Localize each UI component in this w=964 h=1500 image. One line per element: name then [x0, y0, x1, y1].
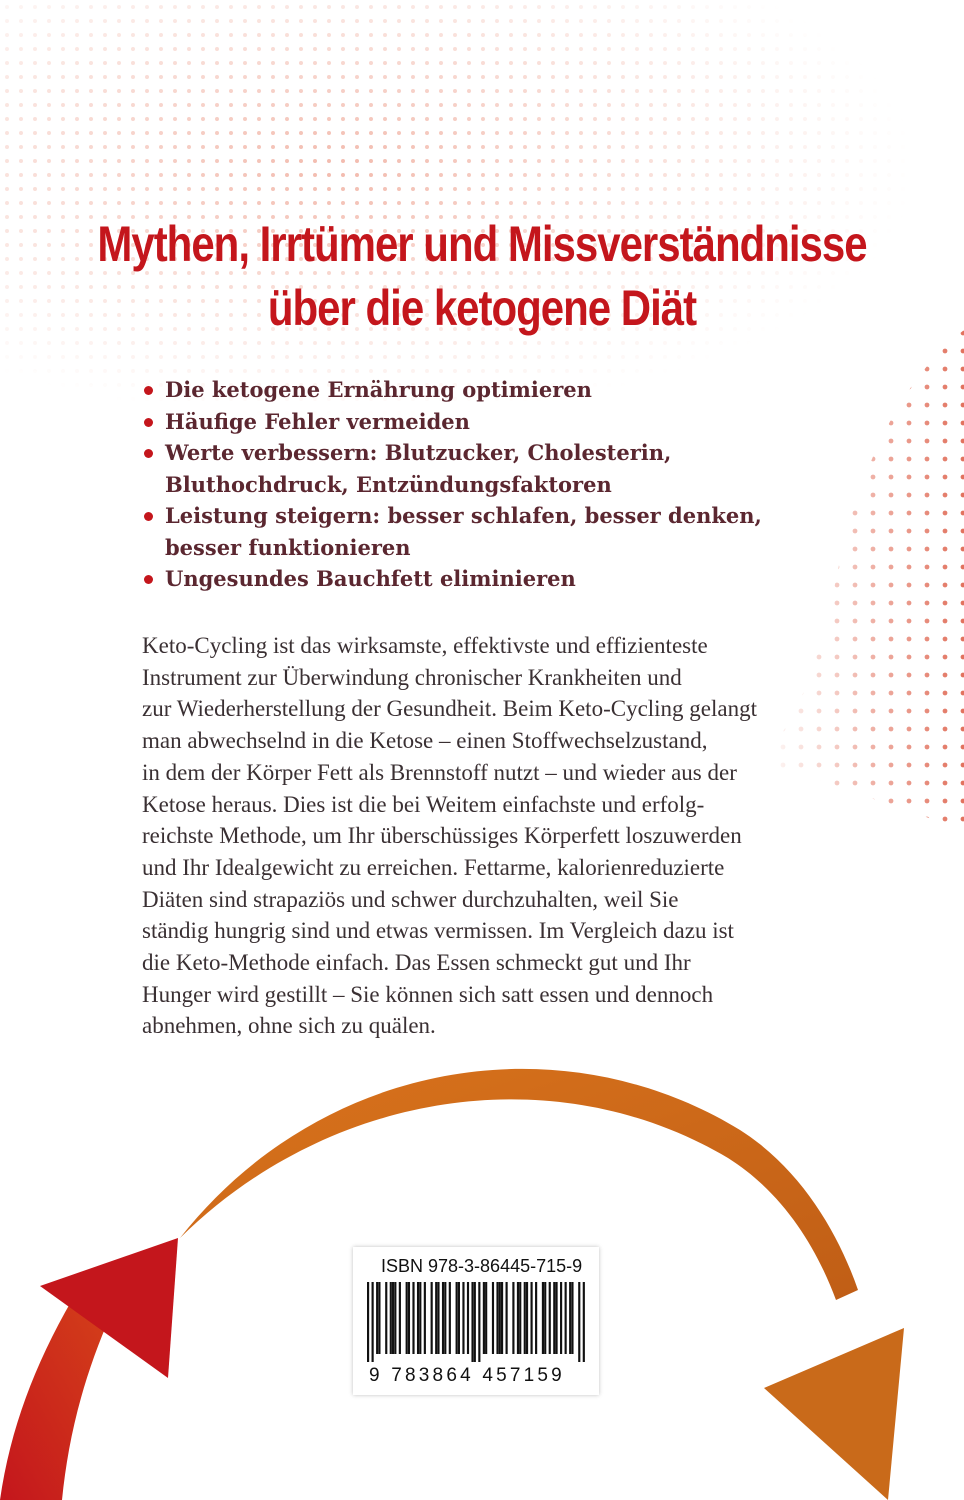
bullet-dot-icon — [144, 449, 153, 458]
bullet-dot-icon — [144, 386, 153, 395]
paragraph-line: reichste Methode, um Ihr überschüssiges Körperfett loszuwerden — [142, 823, 742, 849]
bullet-text: Bluthochdruck, Entzündungsfaktoren — [165, 471, 612, 497]
bullet-text: besser funktionieren — [165, 534, 411, 560]
bullet-text: Leistung steigern: besser schlafen, besser denken, — [165, 503, 762, 528]
bullet-text: Werte verbessern: Blutzucker, Cholesterin, — [165, 440, 672, 465]
paragraph-line: und Ihr Idealgewicht zu erreichen. Fettarme, kalorienreduzierte — [142, 854, 725, 880]
paragraph-line: zur Wiederherstellung der Gesundheit. Beim Keto-Cycling gelangt — [142, 696, 758, 722]
bullet-item — [140, 563, 780, 595]
barcode-graphic — [367, 1282, 585, 1362]
paragraph-line: man abwechselnd in die Ketose – einen Stoffwechselzustand, — [142, 728, 708, 754]
bullet-text: Häufige Fehler vermeiden — [165, 408, 470, 434]
description-paragraph — [142, 630, 842, 1042]
ean-digits: 9 783864 457159 — [369, 1365, 565, 1386]
paragraph-line: abnehmen, ohne sich zu quälen. — [142, 1013, 436, 1039]
paragraph-line: ständig hungrig sind und etwas vermissen. Im Vergleich dazu ist — [142, 918, 734, 944]
paragraph-line: in dem der Körper Fett als Brennstoff nutzt – und wieder aus der — [142, 759, 737, 785]
feature-bullet-list — [140, 374, 780, 595]
paragraph-line: Ketose heraus. Dies ist die bei Weitem einfachste und erfolg- — [142, 791, 705, 817]
bullet-dot-icon — [144, 512, 153, 521]
headline-line: über die ketogene Diät — [267, 280, 697, 336]
bullet-text: Ungesundes Bauchfett eliminieren — [165, 566, 576, 591]
bullet-item — [140, 437, 780, 500]
paragraph-line: Hunger wird gestillt – Sie können sich satt essen und dennoch — [142, 981, 714, 1007]
paragraph-line: Diäten sind strapaziös und schwer durchzuhalten, weil Sie — [142, 886, 679, 912]
headline-line: Mythen, Irrtümer und Missverständnisse — [97, 216, 867, 272]
paragraph-line: die Keto-Methode einfach. Das Essen schmeckt gut und Ihr — [142, 950, 691, 976]
bullet-dot-icon — [144, 575, 153, 584]
paragraph-line: Keto-Cycling ist das wirksamste, effektivste und effizienteste — [142, 633, 708, 658]
paragraph-line: Instrument zur Überwindung chronischer Krankheiten und — [142, 664, 682, 690]
headline — [77, 212, 887, 340]
bullet-item — [140, 406, 780, 438]
isbn-label: ISBN 978-3-86445-715-9 — [381, 1256, 583, 1276]
bullet-item — [140, 500, 780, 563]
bullet-dot-icon — [144, 418, 153, 427]
bullet-text: Die ketogene Ernährung optimieren — [165, 377, 592, 402]
isbn-barcode-box — [353, 1247, 599, 1395]
bullet-item — [140, 374, 780, 406]
